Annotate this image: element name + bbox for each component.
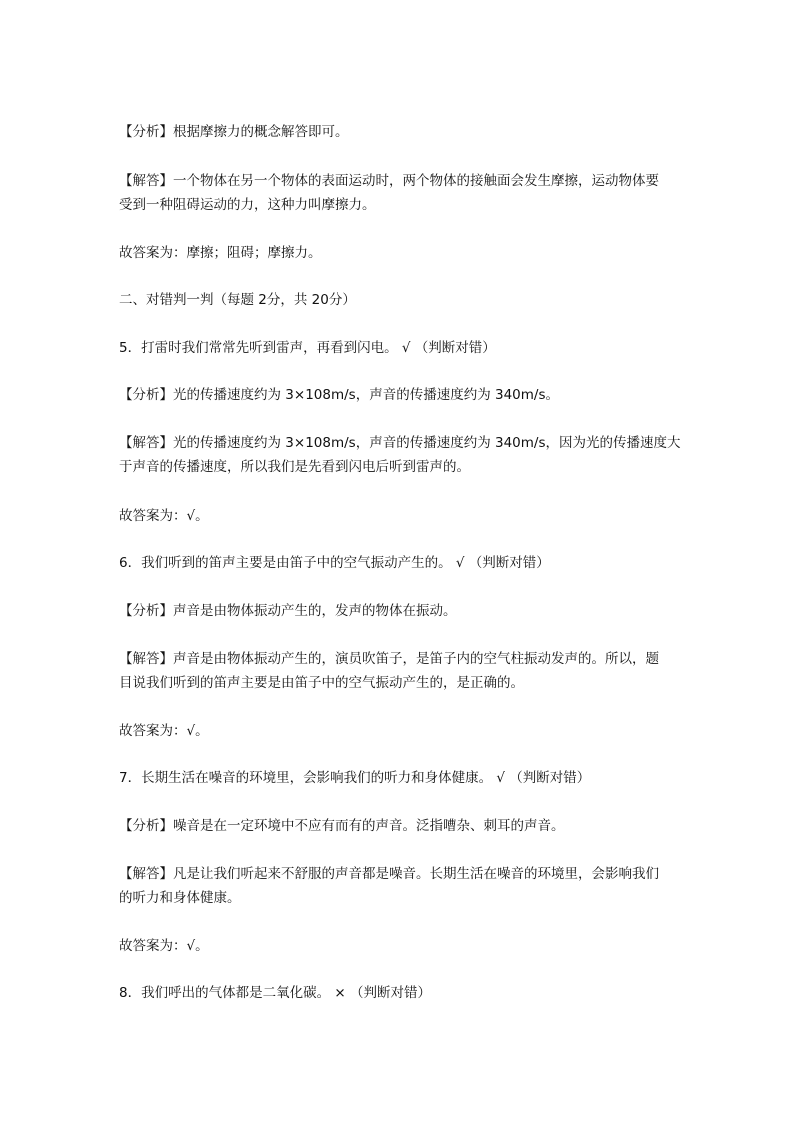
answer-paragraph — [119, 934, 679, 958]
solution-paragraph — [119, 862, 679, 910]
text-line: 【分析】根据摩擦力的概念解答即可。 — [119, 124, 349, 140]
text-line: 【解答】声音是由物体振动产生的，演员吹笛子，是笛子内的空气柱振动发声的。所以，题 — [119, 651, 659, 667]
text-line: 【分析】噪音是在一定环境中不应有而有的声音。泛指嘈杂、刺耳的声音。 — [119, 818, 565, 834]
text-line: 目说我们听到的笛声主要是由笛子中的空气振动产生的，是正确的。 — [119, 675, 524, 691]
answer-paragraph — [119, 241, 679, 265]
question-8 — [119, 981, 679, 1005]
text-line: 【解答】光的传播速度约为 3×108m/s，声音的传播速度约为 340m/s，因为光的传播速度大 — [119, 435, 681, 451]
text-line: 故答案为：√。 — [119, 508, 209, 524]
text-line: 受到一种阻碍运动的力，这种力叫摩擦力。 — [119, 197, 376, 213]
text-line: 于声音的传播速度，所以我们是先看到闪电后听到雷声的。 — [119, 459, 470, 475]
text-line: 故答案为：摩擦；阻碍；摩擦力。 — [119, 245, 322, 261]
text-line: 8．我们呼出的气体都是二氧化碳。 × （判断对错） — [119, 985, 431, 1001]
answer-paragraph — [119, 504, 679, 528]
text-line: 6．我们听到的笛声主要是由笛子中的空气振动产生的。 √ （判断对错） — [119, 555, 550, 571]
text-line: 5．打雷时我们常常先听到雷声，再看到闪电。 √ （判断对错） — [119, 340, 496, 356]
question-5 — [119, 336, 679, 360]
section-heading — [119, 288, 679, 312]
text-line: 的听力和身体健康。 — [119, 890, 241, 906]
text-line: 【解答】凡是让我们听起来不舒服的声音都是噪音。长期生活在噪音的环境里，会影响我们 — [119, 866, 659, 882]
analysis-paragraph — [119, 814, 679, 838]
text-line: 故答案为：√。 — [119, 938, 209, 954]
question-7 — [119, 766, 679, 790]
text-line: 【分析】声音是由物体振动产生的，发声的物体在振动。 — [119, 603, 457, 619]
text-line: 故答案为：√。 — [119, 723, 209, 739]
text-line: 二、对错判一判（每题 2分，共 20分） — [119, 292, 356, 308]
solution-paragraph — [119, 169, 679, 217]
question-6 — [119, 551, 679, 575]
text-line: 【分析】光的传播速度约为 3×108m/s，声音的传播速度约为 340m/s。 — [119, 387, 559, 403]
analysis-paragraph — [119, 383, 679, 407]
text-line: 【解答】一个物体在另一个物体的表面运动时，两个物体的接触面会发生摩擦，运动物体要 — [119, 173, 659, 189]
text-line: 7．长期生活在噪音的环境里，会影响我们的听力和身体健康。 √ （判断对错） — [119, 770, 591, 786]
analysis-paragraph — [119, 599, 679, 623]
answer-paragraph — [119, 719, 679, 743]
solution-paragraph — [119, 647, 679, 695]
analysis-paragraph — [119, 120, 679, 144]
solution-paragraph — [119, 431, 679, 479]
